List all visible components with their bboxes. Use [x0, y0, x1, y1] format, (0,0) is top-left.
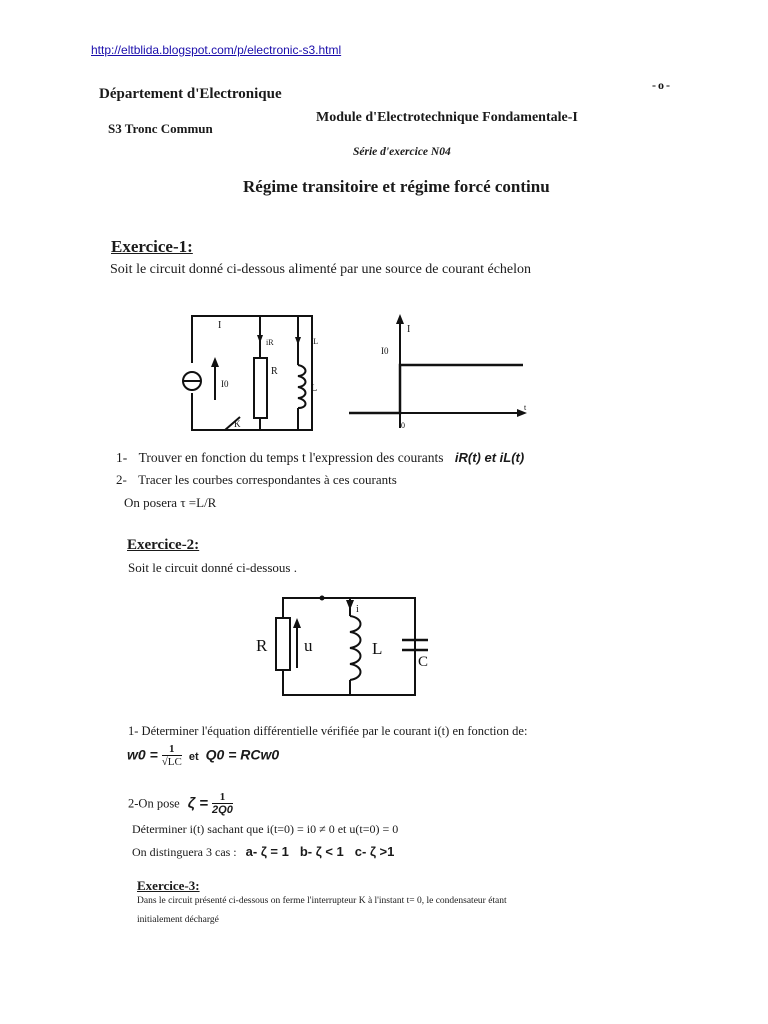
current-source-symbol [183, 363, 201, 393]
fig2-label-C: C [418, 654, 429, 670]
graph-label-y: I [407, 324, 411, 335]
main-title: Régime transitoire et régime forcé continu [243, 177, 550, 196]
graph-label-origin: 0 [401, 421, 405, 430]
graph-label-level: I0 [381, 346, 389, 356]
ex1-q1-number: 1- [116, 450, 128, 465]
resistor-symbol [254, 358, 267, 418]
ex2-q2 [128, 792, 233, 816]
fig1-label-source: I0 [221, 379, 229, 389]
ex2-q2-line3 [132, 844, 394, 860]
w0-numerator: 1 [162, 744, 182, 756]
fig1-label-R: R [271, 366, 278, 377]
w0-label: w0 = [127, 746, 158, 763]
ex2-circuit-wires [283, 598, 415, 695]
case-a: a- ζ = 1 [245, 844, 289, 859]
step-graph-curve [349, 365, 523, 413]
fig1-label-iL: iL [311, 337, 319, 346]
ex1-q2 [116, 472, 397, 488]
zeta-denominator: 2Q0 [212, 804, 233, 816]
ex1-step-graph [345, 310, 535, 435]
source-link[interactable]: http://eltblida.blogspot.com/p/electronic-s3.html [91, 43, 342, 57]
fig1-label-L: L [311, 383, 318, 394]
fig1-label-iR: iR [266, 338, 274, 347]
ex2-q2-line2: Déterminer i(t) sachant que i(t=0) = i0 ≠ 0 et u(t=0) = 0 [132, 822, 399, 836]
ex2-q1: 1- Déterminer l'équation différentielle vérifiée par le courant i(t) en fonction de: [128, 724, 528, 738]
fig2-label-i: i [356, 604, 359, 615]
Q0-formula: Q0 = RCw0 [205, 746, 280, 763]
node-dot [320, 596, 325, 601]
ex2-heading: Exercice-2: [127, 537, 200, 553]
current-arrows [257, 335, 301, 345]
w0-denominator: √LC [161, 756, 182, 768]
ex1-q1-math: iR(t) et iL(t) [454, 450, 525, 465]
ex2-q2-prefix: 2-On pose [128, 796, 180, 811]
class-label: S3 Tronc Commun [108, 121, 213, 136]
ex1-circuit [170, 305, 330, 440]
ex2-circuit [250, 588, 440, 698]
cases-intro: On distinguera 3 cas : [132, 845, 237, 859]
case-c: c- ζ >1 [354, 844, 395, 859]
fig2-label-L: L [372, 639, 383, 658]
ex1-heading: Exercice-1: [111, 237, 193, 256]
department-title: Département d'Electronique [99, 86, 282, 102]
fig1-label-i: I [218, 320, 222, 331]
ex2-intro: Soit le circuit donné ci-dessous . [128, 560, 297, 575]
ex2-voltage-arrow [293, 618, 301, 668]
ex3-line2: initialement déchargé [137, 915, 219, 925]
ex2-w0-q0-formula [127, 744, 279, 768]
ex3-line1: Dans le circuit présenté ci-dessous on ferme l'interrupteur K à l'instant t= 0, le condensateur étant [137, 896, 507, 906]
fig1-label-switch: K [234, 419, 241, 429]
ex2-inductor-symbol [350, 616, 361, 680]
ex2-current-arrow [346, 600, 354, 610]
ex1-q1-text: Trouver en fonction du temps t l'expression des courants [138, 450, 444, 465]
w0-fraction [162, 744, 182, 768]
inductor-symbol [298, 365, 306, 408]
fig2-label-u: u [304, 636, 313, 655]
corner-mark: -o- [652, 78, 672, 92]
series-label: Série d'exercice N04 [353, 146, 451, 158]
zeta-label: ζ = [187, 794, 209, 812]
ex3-heading: Exercice-3: [137, 878, 200, 893]
ex1-q2-text: Tracer les courbes correspondantes à ces courants [138, 472, 397, 487]
ex1-q1 [116, 450, 524, 466]
ex2-resistor-symbol [276, 618, 290, 670]
module-title: Module d'Electrotechnique Fondamentale-I [316, 110, 578, 125]
ex1-note: On posera τ =L/R [124, 495, 217, 510]
zeta-fraction [212, 792, 233, 816]
ex1-circuit-wires [192, 316, 312, 430]
ex1-intro: Soit le circuit donné ci-dessous alimenté par une source de courant échelon [110, 262, 532, 277]
source-current-arrow [211, 357, 219, 400]
case-b: b- ζ < 1 [299, 844, 344, 859]
fig2-label-R: R [256, 636, 268, 655]
step-graph-axes [349, 314, 527, 428]
zeta-numerator: 1 [212, 792, 233, 804]
graph-label-x: t [524, 403, 527, 412]
ex1-q2-number: 2- [116, 472, 127, 487]
and-word: et [188, 750, 199, 763]
